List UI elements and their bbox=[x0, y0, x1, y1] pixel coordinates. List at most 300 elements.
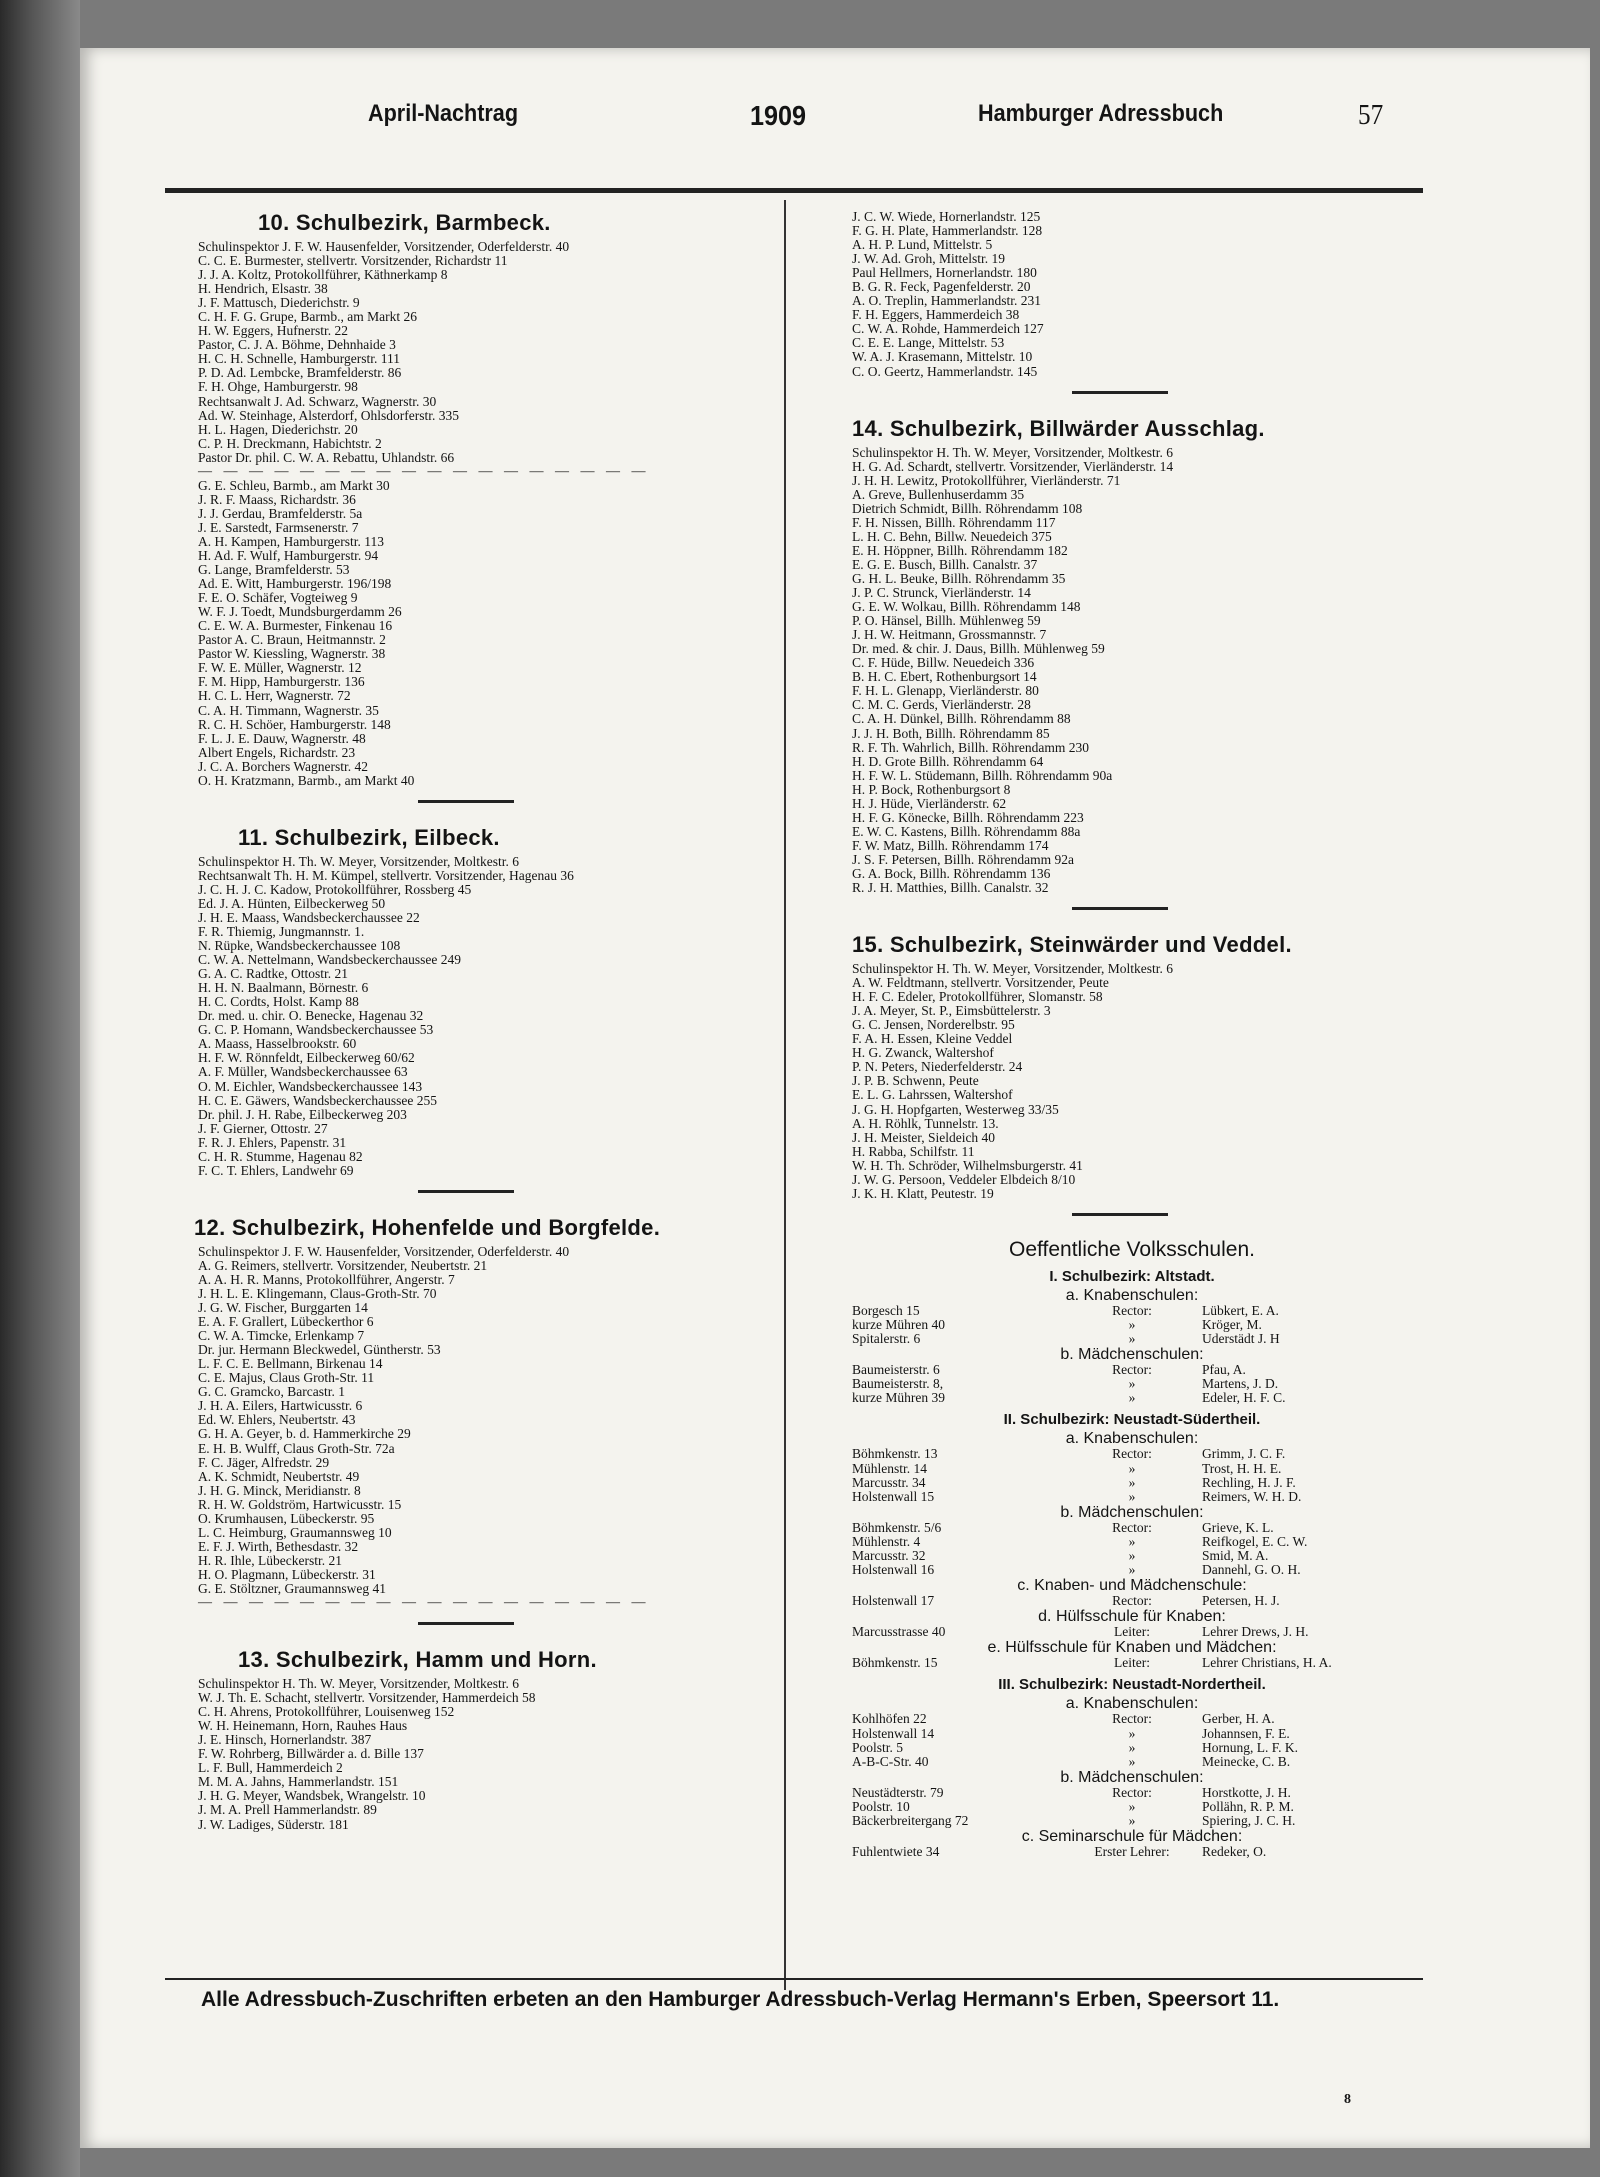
entry-line: G. H. L. Beuke, Billh. Röhrendamm 35 bbox=[852, 570, 1066, 586]
school-role: » bbox=[1128, 1331, 1136, 1347]
school-row bbox=[852, 1304, 1412, 1318]
section-rule bbox=[1072, 1213, 1168, 1216]
entry-line: W. F. J. Toedt, Mundsburgerdamm 26 bbox=[198, 604, 402, 620]
entry-line: J. R. F. Maass, Richardstr. 36 bbox=[198, 491, 356, 507]
entry-line: J. H. W. Heitmann, Grossmannstr. 7 bbox=[852, 627, 1047, 643]
school-address: Böhmkenstr. 13 bbox=[852, 1446, 938, 1462]
school-address: Spitalerstr. 6 bbox=[852, 1331, 921, 1347]
school-head-name: Grimm, J. C. F. bbox=[1202, 1446, 1286, 1462]
entry-line: J. H. H. Lewitz, Protokollführer, Vierländerstr. 71 bbox=[852, 472, 1121, 488]
school-head-name: Rechling, H. J. F. bbox=[1202, 1474, 1296, 1490]
entry-line: C. E. W. A. Burmester, Finkenau 16 bbox=[198, 618, 393, 634]
entry-line: A. K. Schmidt, Neubertstr. 49 bbox=[198, 1468, 360, 1484]
entry-line: C. A. H. Timmann, Wagnerstr. 35 bbox=[198, 702, 379, 718]
entry-line: J. H. G. Minck, Meridianstr. 8 bbox=[198, 1482, 361, 1498]
entry-line: H. F. C. Edeler, Protokollführer, Slomanstr. 58 bbox=[852, 989, 1103, 1005]
school-group-heading: c. Seminarschule für Mädchen: bbox=[1021, 1828, 1243, 1846]
entry-line: M. M. A. Jahns, Hammerlandstr. 151 bbox=[198, 1774, 399, 1790]
entry-line: J. C. H. J. C. Kadow, Protokollführer, Rossberg 45 bbox=[198, 881, 472, 897]
entry-line: F. W. E. Müller, Wagnerstr. 12 bbox=[198, 660, 362, 676]
school-head-name: Lehrer Christians, H. A. bbox=[1202, 1655, 1332, 1671]
school-address: Holstenwall 14 bbox=[852, 1725, 935, 1741]
school-address: kurze Mühren 39 bbox=[852, 1390, 945, 1406]
entry-line: F. H. Ohge, Hamburgerstr. 98 bbox=[198, 379, 358, 395]
school-table bbox=[852, 1594, 1412, 1608]
school-group-heading: c. Knaben- und Mädchenschule: bbox=[1017, 1577, 1247, 1595]
entry-line: H. Ad. F. Wulf, Hamburgerstr. 94 bbox=[198, 547, 379, 563]
school-role: Erster Lehrer: bbox=[1094, 1844, 1170, 1860]
school-head-name: Trost, H. H. E. bbox=[1202, 1460, 1282, 1476]
entry-line: F. R. J. Ehlers, Papenstr. 31 bbox=[198, 1134, 347, 1150]
school-address: Bäckerbreitergang 72 bbox=[852, 1813, 969, 1829]
school-group-heading: a. Knabenschulen: bbox=[1065, 1286, 1199, 1304]
entry-line: J. J. Gerdau, Bramfelderstr. 5a bbox=[198, 505, 363, 521]
entry-line: W. H. Th. Schröder, Wilhelmsburgerstr. 41 bbox=[852, 1157, 1083, 1173]
school-row bbox=[852, 1563, 1412, 1577]
entry-line: E. H. B. Wulff, Claus Groth-Str. 72a bbox=[198, 1440, 395, 1456]
entry-line: Ad. E. Witt, Hamburgerstr. 196/198 bbox=[198, 576, 392, 592]
school-head-name: Grieve, K. L. bbox=[1202, 1519, 1274, 1535]
entry-line: Pastor A. C. Braun, Heitmannstr. 2 bbox=[198, 632, 386, 648]
school-address: A-B-C-Str. 40 bbox=[852, 1753, 929, 1769]
section-rule bbox=[418, 800, 514, 803]
school-address: Holstenwall 15 bbox=[852, 1488, 935, 1504]
school-address: Kohlhöfen 22 bbox=[852, 1711, 927, 1727]
school-row bbox=[852, 1656, 1412, 1670]
entry-line: G. E. W. Wolkau, Billh. Röhrendamm 148 bbox=[852, 599, 1081, 615]
entry-line: C. E. Majus, Claus Groth-Str. 11 bbox=[198, 1370, 375, 1386]
entry-line: H. J. Hüde, Vierländerstr. 62 bbox=[852, 795, 1007, 811]
entry-line: L. C. Heimburg, Graumannsweg 10 bbox=[198, 1524, 392, 1540]
entry-line: J. F. Mattusch, Diederichstr. 9 bbox=[198, 295, 360, 311]
entry-line: J. M. A. Prell Hammerlandstr. 89 bbox=[198, 1802, 377, 1818]
entry-line: J. J. A. Koltz, Protokollführer, Käthnerkamp 8 bbox=[198, 267, 448, 283]
page-number: 57 bbox=[1358, 100, 1384, 131]
entry-line: H. G. Zwanck, Waltershof bbox=[852, 1045, 994, 1061]
school-row bbox=[852, 1521, 1412, 1535]
entry-line: J. W. Ad. Groh, Mittelstr. 19 bbox=[852, 251, 1006, 267]
entry-line: Schulinspektor J. F. W. Hausenfelder, Vorsitzender, Oderfelderstr. 40 bbox=[198, 239, 570, 254]
entry-line: E. G. E. Busch, Billh. Canalstr. 37 bbox=[852, 556, 1038, 572]
entry-line: B. G. R. Feck, Pagenfelderstr. 20 bbox=[852, 279, 1031, 295]
entry-line: H. Rabba, Schilfstr. 11 bbox=[852, 1143, 975, 1159]
school-address: Holstenwall 17 bbox=[852, 1593, 935, 1609]
entry-line: A. Maass, Hasselbrookstr. 60 bbox=[198, 1036, 357, 1052]
school-role: Rector: bbox=[1112, 1711, 1152, 1727]
left-column bbox=[194, 210, 808, 1832]
school-row bbox=[852, 1712, 1412, 1726]
entry-line: P. O. Hänsel, Billh. Mühlenweg 59 bbox=[852, 613, 1041, 629]
school-row bbox=[852, 1462, 1412, 1476]
school-group-heading: b. Mädchenschulen: bbox=[1060, 1768, 1204, 1786]
school-row bbox=[852, 1377, 1412, 1391]
entry-line: A. Greve, Bullenhuserdamm 35 bbox=[852, 486, 1025, 502]
section-title: 12. Schulbezirk, Hohenfelde und Borgfelde. bbox=[194, 1214, 661, 1240]
school-row bbox=[852, 1845, 1412, 1859]
school-row bbox=[852, 1755, 1412, 1769]
school-table bbox=[852, 1363, 1412, 1405]
entry-line: A. F. Müller, Wandsbeckerchaussee 63 bbox=[198, 1064, 408, 1080]
school-group-heading: d. Hülfsschule für Knaben: bbox=[1038, 1608, 1226, 1626]
entry-line: C. W. A. Rohde, Hammerdeich 127 bbox=[852, 321, 1044, 337]
school-head-name: Petersen, H. J. bbox=[1202, 1593, 1280, 1609]
entry-line: G. E. Schleu, Barmb., am Markt 30 bbox=[198, 477, 390, 493]
school-address: Böhmkenstr. 15 bbox=[852, 1655, 938, 1671]
school-role: Rector: bbox=[1112, 1362, 1152, 1378]
school-role: » bbox=[1128, 1316, 1136, 1332]
school-group-heading: b. Mädchenschulen: bbox=[1060, 1503, 1204, 1521]
dash-separator: — — — — — — — — — — — — — — — — — — bbox=[198, 1595, 650, 1611]
school-address: Poolstr. 10 bbox=[852, 1798, 910, 1814]
entry-line: J. H. L. E. Klingemann, Claus-Groth-Str. 70 bbox=[198, 1286, 437, 1301]
school-table bbox=[852, 1447, 1412, 1503]
entry-line: G. A. Bock, Billh. Röhrendamm 136 bbox=[852, 865, 1051, 881]
entry-line: P. N. Peters, Niederfelderstr. 24 bbox=[852, 1059, 1023, 1075]
entry-line: J. F. Gierner, Ottostr. 27 bbox=[198, 1120, 328, 1136]
entry-line: Schulinspektor H. Th. W. Meyer, Vorsitzender, Moltkestr. 6 bbox=[852, 961, 1174, 977]
entry-line: L. F. C. E. Bellmann, Birkenau 14 bbox=[198, 1356, 383, 1372]
entry-line: F. A. H. Essen, Kleine Veddel bbox=[852, 1031, 1013, 1047]
entry-line: A. G. Reimers, stellvertr. Vorsitzender, Neubertstr. 21 bbox=[198, 1257, 488, 1273]
entry-line: C. E. E. Lange, Mittelstr. 53 bbox=[852, 335, 1005, 351]
school-head-name: Smid, M. A. bbox=[1202, 1547, 1269, 1563]
entry-line: F. H. Nissen, Billh. Röhrendamm 117 bbox=[852, 514, 1056, 530]
school-role: Rector: bbox=[1112, 1519, 1152, 1535]
school-role: Rector: bbox=[1112, 1302, 1152, 1318]
school-head-name: Uderstädt J. H bbox=[1202, 1331, 1280, 1347]
entry-line: H. D. Grote Billh. Röhrendamm 64 bbox=[852, 753, 1044, 769]
entry-line: Rechtsanwalt Th. H. M. Kümpel, stellvertr. Vorsitzender, Hagenau 36 bbox=[198, 867, 574, 883]
district-title: II. Schulbezirk: Neustadt-Südertheil. bbox=[1003, 1411, 1261, 1429]
school-head-name: Edeler, H. F. C. bbox=[1202, 1390, 1286, 1406]
entry-line: C. C. E. Burmester, stellvertr. Vorsitzender, Richardstr 11 bbox=[198, 253, 508, 269]
entry-line: H. C. H. Schnelle, Hamburgerstr. 111 bbox=[198, 351, 400, 367]
entry-line: Dr. med. u. chir. O. Benecke, Hagenau 32 bbox=[198, 1008, 424, 1024]
corner-mark: 8 bbox=[1344, 2092, 1351, 2107]
header-rule bbox=[165, 188, 1423, 193]
footer-notice: Alle Adressbuch-Zuschriften erbeten an den Hamburger Adressbuch-Verlag Hermann's Erben, Speersort 11. bbox=[201, 1988, 1280, 2011]
entry-line: H. F. G. Könecke, Billh. Röhrendamm 223 bbox=[852, 809, 1084, 825]
entry-line: E. L. G. Lahrssen, Waltershof bbox=[852, 1087, 1013, 1103]
entry-line: G. E. Stöltzner, Graumannsweg 41 bbox=[198, 1580, 387, 1596]
school-role: Leiter: bbox=[1114, 1624, 1150, 1640]
school-row bbox=[852, 1786, 1412, 1800]
entry-line: Schulinspektor H. Th. W. Meyer, Vorsitzender, Moltkestr. 6 bbox=[198, 853, 520, 869]
entry-line: W. J. Th. E. Schacht, stellvertr. Vorsitzender, Hammerdeich 58 bbox=[198, 1690, 536, 1706]
entry-line: J. H. A. Eilers, Hartwicusstr. 6 bbox=[198, 1398, 363, 1414]
school-head-name: Pollähn, R. P. M. bbox=[1202, 1798, 1294, 1814]
school-row bbox=[852, 1332, 1412, 1346]
entry-line: A. H. Kampen, Hamburgerstr. 113 bbox=[198, 533, 384, 549]
school-head-name: Hornung, L. F. K. bbox=[1202, 1739, 1299, 1755]
volksschulen-title: Oeffentliche Volksschulen. bbox=[1009, 1237, 1255, 1261]
school-row bbox=[852, 1594, 1412, 1608]
section-title: 14. Schulbezirk, Billwärder Ausschlag. bbox=[852, 415, 1265, 441]
entry-line: O. H. Kratzmann, Barmb., am Markt 40 bbox=[198, 772, 415, 788]
school-role: Rector: bbox=[1112, 1784, 1152, 1800]
entry-line: W. H. Heinemann, Horn, Rauhes Haus bbox=[198, 1718, 408, 1734]
entry-line: H. O. Plagmann, Lübeckerstr. 31 bbox=[198, 1566, 376, 1582]
school-address: Mühlenstr. 14 bbox=[852, 1460, 928, 1476]
school-table bbox=[852, 1656, 1412, 1670]
school-role: Rector: bbox=[1112, 1446, 1152, 1462]
entry-line: W. A. J. Krasemann, Mittelstr. 10 bbox=[852, 349, 1033, 365]
entry-line: R. F. Th. Wahrlich, Billh. Röhrendamm 230 bbox=[852, 739, 1089, 755]
school-role: » bbox=[1128, 1390, 1136, 1406]
school-role: » bbox=[1128, 1813, 1136, 1829]
school-address: Fuhlentwiete 34 bbox=[852, 1844, 940, 1860]
school-row bbox=[852, 1741, 1412, 1755]
entry-line: F. R. Thiemig, Jungmannstr. 1. bbox=[198, 924, 365, 940]
school-row bbox=[852, 1363, 1412, 1377]
entry-line: E. A. F. Grallert, Lübeckerthor 6 bbox=[198, 1314, 374, 1330]
entry-line: J. S. F. Petersen, Billh. Röhrendamm 92a bbox=[852, 851, 1075, 867]
entry-line: C. F. Hüde, Billw. Neuedeich 336 bbox=[852, 655, 1035, 671]
header-year: 1909 bbox=[750, 100, 807, 131]
book-binding-edge bbox=[0, 0, 80, 2177]
school-address: Baumeisterstr. 6 bbox=[852, 1362, 940, 1378]
entry-line: Paul Hellmers, Hornerlandstr. 180 bbox=[852, 265, 1037, 281]
entry-line: F. H. Eggers, Hammerdeich 38 bbox=[852, 307, 1020, 323]
entry-line: J. K. H. Klatt, Peutestr. 19 bbox=[852, 1185, 994, 1201]
school-table bbox=[852, 1625, 1412, 1639]
school-address: Böhmkenstr. 5/6 bbox=[852, 1519, 942, 1535]
entry-line: J. G. H. Hopfgarten, Westerweg 33/35 bbox=[852, 1101, 1059, 1117]
section-rule bbox=[1072, 391, 1168, 394]
school-role: » bbox=[1128, 1739, 1136, 1755]
school-row bbox=[852, 1549, 1412, 1563]
section-rule bbox=[1072, 907, 1168, 910]
entry-line: J. G. W. Fischer, Burggarten 14 bbox=[198, 1300, 368, 1316]
entry-line: G. C. Jensen, Norderelbstr. 95 bbox=[852, 1017, 1015, 1033]
entry-line: Dr. phil. J. H. Rabe, Eilbeckerweg 203 bbox=[198, 1106, 407, 1122]
school-address: Marcusstr. 34 bbox=[852, 1474, 926, 1490]
entry-line: O. M. Eichler, Wandsbeckerchaussee 143 bbox=[198, 1078, 423, 1094]
footer-rule bbox=[165, 1978, 1423, 1980]
school-head-name: Johannsen, F. E. bbox=[1202, 1725, 1290, 1741]
entry-line: H. F. W. Rönnfeldt, Eilbeckerweg 60/62 bbox=[198, 1050, 415, 1066]
entry-line: Schulinspektor H. Th. W. Meyer, Vorsitzender, Moltkestr. 6 bbox=[198, 1676, 520, 1692]
entry-line: C. H. F. G. Grupe, Barmb., am Markt 26 bbox=[198, 309, 418, 325]
entry-line: J. P. B. Schwenn, Peute bbox=[852, 1073, 979, 1089]
entry-line: J. C. A. Borchers Wagnerstr. 42 bbox=[198, 758, 369, 774]
entry-line: A. O. Treplin, Hammerlandstr. 231 bbox=[852, 293, 1041, 309]
entry-line: H. W. Eggers, Hufnerstr. 22 bbox=[198, 323, 348, 339]
entry-line: L. F. Bull, Hammerdeich 2 bbox=[198, 1760, 343, 1776]
school-address: Mühlenstr. 4 bbox=[852, 1533, 921, 1549]
entry-line: Ed. J. A. Hünten, Eilbeckerweg 50 bbox=[198, 895, 386, 911]
school-group-heading: a. Knabenschulen: bbox=[1065, 1430, 1199, 1448]
entry-line: C. A. H. Dünkel, Billh. Röhrendamm 88 bbox=[852, 711, 1071, 727]
entry-line: Dr. jur. Hermann Bleckwedel, Güntherstr. 53 bbox=[198, 1342, 441, 1358]
header-publication-title: Hamburger Adressbuch bbox=[978, 100, 1224, 127]
right-column bbox=[852, 210, 1412, 1859]
entry-line: J. A. Meyer, St. P., Eimsbüttelerstr. 3 bbox=[852, 1003, 1051, 1019]
school-row bbox=[852, 1800, 1412, 1814]
entry-line: H. G. Ad. Schardt, stellvertr. Vorsitzender, Vierländerstr. 14 bbox=[852, 458, 1174, 474]
entry-line: C. O. Geertz, Hammerlandstr. 145 bbox=[852, 363, 1038, 379]
school-head-name: Horstkotte, J. H. bbox=[1202, 1784, 1291, 1800]
entry-line: G. C. P. Homann, Wandsbeckerchaussee 53 bbox=[198, 1022, 434, 1038]
section-title: 11. Schulbezirk, Eilbeck. bbox=[238, 824, 500, 850]
entry-line: Pastor, C. J. A. Böhme, Dehnhaide 3 bbox=[198, 337, 396, 353]
entry-line: F. L. J. E. Dauw, Wagnerstr. 48 bbox=[198, 730, 366, 746]
entry-line: H. P. Bock, Rothenburgsort 8 bbox=[852, 781, 1011, 797]
school-role: » bbox=[1128, 1376, 1136, 1392]
dash-separator: — — — — — — — — — — — — — — — — — — bbox=[198, 463, 650, 479]
section-title: 13. Schulbezirk, Hamm und Horn. bbox=[238, 1647, 597, 1673]
school-head-name: Martens, J. D. bbox=[1202, 1376, 1279, 1392]
entry-line: E. F. J. Wirth, Bethesdastr. 32 bbox=[198, 1538, 359, 1554]
entry-line: F. W. Matz, Billh. Röhrendamm 174 bbox=[852, 837, 1049, 853]
school-head-name: Reifkogel, E. C. W. bbox=[1202, 1533, 1308, 1549]
entry-line: B. H. C. Ebert, Rothenburgsort 14 bbox=[852, 669, 1037, 685]
school-group-heading: b. Mädchenschulen: bbox=[1060, 1346, 1204, 1364]
entry-line: H. Hendrich, Elsastr. 38 bbox=[198, 281, 328, 297]
school-head-name: Spiering, J. C. H. bbox=[1202, 1813, 1296, 1829]
entry-line: H. L. Hagen, Diederichstr. 20 bbox=[198, 421, 358, 437]
entry-line: J. H. E. Maass, Wandsbeckerchaussee 22 bbox=[198, 909, 420, 925]
school-head-name: Dannehl, G. O. H. bbox=[1202, 1562, 1301, 1578]
entry-line: H. C. E. Gäwers, Wandsbeckerchaussee 255 bbox=[198, 1092, 437, 1108]
entry-line: F. W. Rohrberg, Billwärder a. d. Bille 137 bbox=[198, 1746, 424, 1762]
school-group-heading: a. Knabenschulen: bbox=[1065, 1695, 1199, 1713]
school-row bbox=[852, 1625, 1412, 1639]
entry-line: A. A. H. R. Manns, Protokollführer, Angerstr. 7 bbox=[198, 1271, 455, 1287]
entry-line: C. W. A. Nettelmann, Wandsbeckerchaussee 249 bbox=[198, 952, 461, 968]
entry-line: H. F. W. L. Stüdemann, Billh. Röhrendamm 90a bbox=[852, 767, 1113, 783]
entry-line: G. A. C. Radtke, Ottostr. 21 bbox=[198, 966, 349, 982]
school-table bbox=[852, 1712, 1412, 1768]
entry-line: Dietrich Schmidt, Billh. Röhrendamm 108 bbox=[852, 500, 1083, 516]
entry-line: P. D. Ad. Lembcke, Bramfelderstr. 86 bbox=[198, 365, 402, 381]
entry-line: A. H. P. Lund, Mittelstr. 5 bbox=[852, 237, 993, 253]
school-head-name: Reimers, W. H. D. bbox=[1202, 1488, 1302, 1504]
school-role: » bbox=[1128, 1753, 1136, 1769]
entry-line: E. H. Höppner, Billh. Röhrendamm 182 bbox=[852, 542, 1068, 558]
school-role: Rector: bbox=[1112, 1593, 1152, 1609]
entry-line: H. C. L. Herr, Wagnerstr. 72 bbox=[198, 688, 351, 704]
district-title: III. Schulbezirk: Neustadt-Nordertheil. bbox=[998, 1676, 1266, 1694]
school-row bbox=[852, 1476, 1412, 1490]
page-header bbox=[118, 100, 1428, 152]
entry-line: Albert Engels, Richardstr. 23 bbox=[198, 744, 356, 760]
school-role: » bbox=[1128, 1488, 1136, 1504]
entry-line: J. E. Sarstedt, Farmsenerstr. 7 bbox=[198, 519, 359, 535]
school-address: Marcusstrasse 40 bbox=[852, 1624, 946, 1640]
school-table bbox=[852, 1304, 1412, 1346]
section-rule bbox=[418, 1190, 514, 1193]
school-table bbox=[852, 1521, 1412, 1577]
entry-line: R. J. H. Matthies, Billh. Canalstr. 32 bbox=[852, 880, 1049, 896]
entry-line: O. Krumhausen, Lübeckerstr. 95 bbox=[198, 1510, 375, 1526]
entry-line: F. M. Hipp, Hamburgerstr. 136 bbox=[198, 674, 365, 690]
entry-line: F. C. T. Ehlers, Landwehr 69 bbox=[198, 1162, 354, 1178]
entry-line: F. H. L. Glenapp, Vierländerstr. 80 bbox=[852, 683, 1039, 699]
school-address: Borgesch 15 bbox=[852, 1302, 920, 1318]
entry-line: H. C. Cordts, Holst. Kamp 88 bbox=[198, 994, 359, 1010]
school-role: » bbox=[1128, 1798, 1136, 1814]
entry-line: Pastor W. Kiessling, Wagnerstr. 38 bbox=[198, 646, 386, 662]
entry-line: Ed. W. Ehlers, Neubertstr. 43 bbox=[198, 1412, 356, 1428]
school-address: Poolstr. 5 bbox=[852, 1739, 904, 1755]
school-row bbox=[852, 1447, 1412, 1461]
entry-line: J. W. G. Persoon, Veddeler Elbdeich 8/10 bbox=[852, 1171, 1076, 1187]
entry-line: Pastor Dr. phil. C. W. A. Rebattu, Uhlandstr. 66 bbox=[198, 449, 455, 465]
entry-line: J. E. Hinsch, Hornerlandstr. 387 bbox=[198, 1732, 372, 1748]
entry-line: A. W. Feldtmann, stellvertr. Vorsitzender, Peute bbox=[852, 975, 1109, 991]
page-footer bbox=[165, 1978, 1423, 2012]
school-address: Baumeisterstr. 8, bbox=[852, 1376, 944, 1392]
school-group-heading: e. Hülfsschule für Knaben und Mädchen: bbox=[987, 1639, 1277, 1657]
school-role: » bbox=[1128, 1474, 1136, 1490]
school-row bbox=[852, 1814, 1412, 1828]
school-head-name: Lehrer Drews, J. H. bbox=[1202, 1624, 1309, 1640]
entry-line: L. H. C. Behn, Billw. Neuedeich 375 bbox=[852, 528, 1052, 544]
school-table bbox=[852, 1786, 1412, 1828]
school-table bbox=[852, 1845, 1412, 1859]
school-row bbox=[852, 1391, 1412, 1405]
entry-line: J. W. Ladiges, Süderstr. 181 bbox=[198, 1816, 349, 1832]
school-head-name: Meinecke, C. B. bbox=[1202, 1753, 1291, 1769]
entry-line: J. C. W. Wiede, Hornerlandstr. 125 bbox=[852, 209, 1041, 224]
entry-line: F. C. Jäger, Alfredstr. 29 bbox=[198, 1454, 330, 1470]
school-head-name: Pfau, A. bbox=[1202, 1362, 1246, 1378]
school-head-name: Redeker, O. bbox=[1202, 1844, 1267, 1860]
school-role: » bbox=[1128, 1533, 1136, 1549]
entry-line: H. R. Ihle, Lübeckerstr. 21 bbox=[198, 1552, 342, 1568]
school-address: kurze Mühren 40 bbox=[852, 1316, 945, 1332]
school-row bbox=[852, 1490, 1412, 1504]
entry-line: N. Rüpke, Wandsbeckerchaussee 108 bbox=[198, 938, 401, 954]
school-role: » bbox=[1128, 1460, 1136, 1476]
school-head-name: Gerber, H. A. bbox=[1202, 1711, 1275, 1727]
school-head-name: Kröger, M. bbox=[1202, 1316, 1262, 1332]
entry-line: C. W. A. Timcke, Erlenkamp 7 bbox=[198, 1328, 365, 1344]
entry-line: F. E. O. Schäfer, Vogteiweg 9 bbox=[198, 590, 358, 606]
entry-line: Ad. W. Steinhage, Alsterdorf, Ohlsdorferstr. 335 bbox=[198, 407, 459, 423]
entry-line: C. H. R. Stumme, Hagenau 82 bbox=[198, 1148, 363, 1164]
school-address: Neustädterstr. 79 bbox=[852, 1784, 944, 1800]
entry-line: A. H. Röhlk, Tunnelstr. 13. bbox=[852, 1115, 999, 1131]
school-role: » bbox=[1128, 1725, 1136, 1741]
entry-line: E. W. C. Kastens, Billh. Röhrendamm 88a bbox=[852, 823, 1081, 839]
section-rule bbox=[418, 1622, 514, 1625]
entry-line: G. H. A. Geyer, b. d. Hammerkirche 29 bbox=[198, 1426, 411, 1442]
school-row bbox=[852, 1727, 1412, 1741]
entry-line: G. C. Gramcko, Barcastr. 1 bbox=[198, 1384, 345, 1400]
school-address: Marcusstr. 32 bbox=[852, 1547, 926, 1563]
entry-line: J. H. G. Meyer, Wandsbek, Wrangelstr. 10 bbox=[198, 1788, 426, 1804]
school-row bbox=[852, 1318, 1412, 1332]
entry-line: F. G. H. Plate, Hammerlandstr. 128 bbox=[852, 223, 1043, 239]
entry-line: Rechtsanwalt J. Ad. Schwarz, Wagnerstr. 30 bbox=[198, 393, 437, 409]
entry-line: G. Lange, Bramfelderstr. 53 bbox=[198, 562, 350, 578]
entry-line: C. H. Ahrens, Protokollführer, Louisenweg 152 bbox=[198, 1704, 455, 1720]
school-role: » bbox=[1128, 1547, 1136, 1563]
entry-line: C. M. C. Gerds, Vierländerstr. 28 bbox=[852, 697, 1031, 713]
header-supplement-label: April-Nachtrag bbox=[368, 100, 519, 127]
entry-line: R. C. H. Schöer, Hamburgerstr. 148 bbox=[198, 716, 391, 732]
school-address: Holstenwall 16 bbox=[852, 1562, 935, 1578]
entry-line: H. H. N. Baalmann, Börnestr. 6 bbox=[198, 980, 369, 996]
section-title: 10. Schulbezirk, Barmbeck. bbox=[258, 210, 551, 235]
section-title: 15. Schulbezirk, Steinwärder und Veddel. bbox=[852, 932, 1292, 958]
entry-line: Schulinspektor H. Th. W. Meyer, Vorsitzender, Moltkestr. 6 bbox=[852, 444, 1174, 460]
school-head-name: Lübkert, E. A. bbox=[1202, 1302, 1279, 1318]
district-title: I. Schulbezirk: Altstadt. bbox=[1049, 1267, 1215, 1285]
entry-line: J. J. H. Both, Billh. Röhrendamm 85 bbox=[852, 725, 1050, 741]
